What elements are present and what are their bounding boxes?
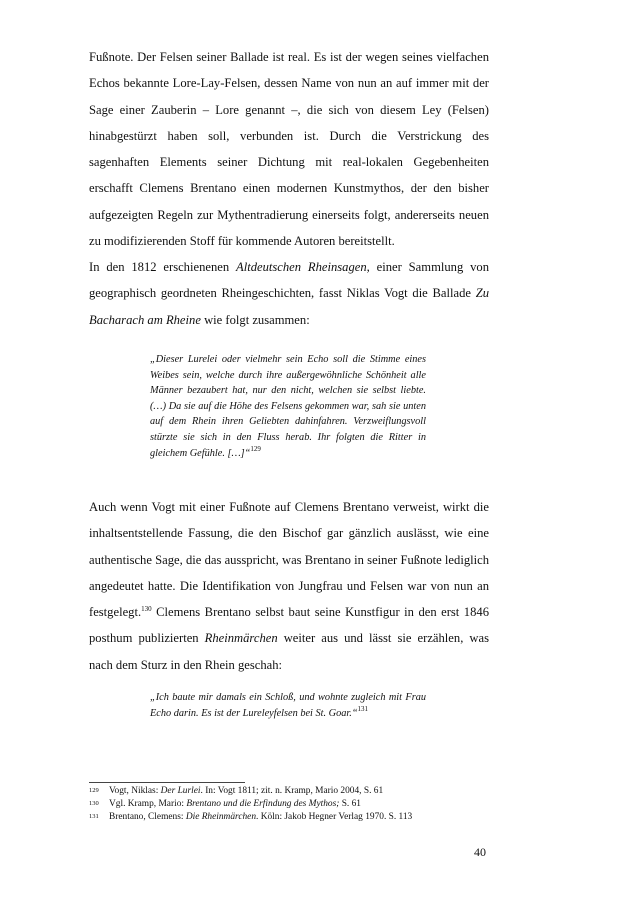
footnote-title: Brentano und die Erfindung des Mythos; — [186, 799, 340, 809]
paragraph-text: Clemens Brentano selbst baut seine Kunstfigur in den erst 1846 posthum publizierten — [89, 605, 489, 646]
footnote-number: 131 — [89, 813, 99, 820]
paragraph-footnote-discussion — [89, 44, 489, 254]
footnote-number: 130 — [89, 800, 99, 807]
footnote-number: 129 — [89, 787, 99, 794]
footnote-reference[interactable]: 130 — [141, 605, 152, 614]
paragraph-text: Auch wenn Vogt mit einer Fußnote auf Clemens Brentano verweist, wirkt die inhaltsentstellende Fassung, die den Bischof gar gänzlich auslässt, wie eine authentische Sage, die das ausspricht, was Brentano in seiner Fußnote lediglich angedeutet hatte. Die Identifikation von Jungfrau und Felsen war von nun an festgelegt. — [89, 500, 489, 620]
book-title: Altdeutschen Rheinsagen, — [236, 260, 370, 274]
footnotes — [89, 785, 509, 824]
paragraph-text: wie folgt zusammen: — [200, 312, 310, 327]
quote-text: „Ich baute mir damals ein Schloß, und wohnte zugleich mit Frau Echo darin. Es ist der Lureleyfelsen bei St. Goar.“ — [150, 692, 426, 719]
footnote-text: Vgl. Kramp, Mario: — [109, 799, 187, 809]
page-number: 40 — [474, 845, 486, 859]
footnote-text: Vogt, Niklas: — [109, 786, 161, 796]
footnote-text: . Köln: Jakob Hegner Verlag 1970. S. 113 — [256, 812, 413, 822]
paragraph-text: einer Sammlung von geographisch geordneten Rheingeschichten, fasst Niklas Vogt die Ballade — [89, 260, 489, 301]
footnote-divider — [89, 782, 245, 783]
paragraph-vogt-intro — [89, 254, 489, 333]
quote-text: „Dieser Lurelei oder vielmehr sein Echo soll die Stimme eines Weibes sein, welche durch ihre außergewöhnliche Schönheit alle Männer bezaubert hat, nur den nicht, welchen sie selbst liebte. (…) Da sie auf die Höhe des Felsens gekommen war, sah sie unten auf dem Rhein ihren Geliebten dahinfahren. Verzweiflungsvoll stürzte sie sich in den Fluss herab. Ihr folgten die Ritter in gleichem Gefühle. […]“ — [150, 354, 426, 459]
footnote-text: S. 61 — [339, 799, 361, 809]
paragraph-brentano-analysis — [89, 494, 489, 678]
block-quote-vogt — [150, 352, 426, 461]
footnote-title: Der Lurlei — [160, 786, 201, 796]
block-quote-brentano — [150, 690, 426, 721]
footnote-item — [89, 785, 509, 798]
footnote-text: Brentano, Clemens: — [109, 812, 186, 822]
footnote-item — [89, 811, 509, 824]
footnote-title: Die Rheinmärchen — [185, 812, 257, 822]
footnote-text: . In: Vogt 1811; zit. n. Kramp, Mario 2004, S. 61 — [200, 786, 384, 796]
paragraph-text: Fußnote. Der Felsen seiner Ballade ist real. Es ist der wegen seines vielfachen Echos bekannte Lore-Lay-Felsen, dessen Name von nun an auf immer mit der Sage einer Zauberin – Lore genannt –, die sich von diesem Ley (Felsen) hinabgestürzt haben soll, verbunden ist. Durch die Verstrickung des sagenhaften Elements seiner Dichtung mit real-lokalen Gegebenheiten erschafft Clemens Brentano einen modernen Kunstmythos, der den bisher aufgezeigten Regeln zur Mythentradierung einerseits folgt, andererseits neuen zu modifizierenden Stoff für kommende Autoren bereitstellt. — [89, 50, 489, 249]
ballad-title: Zu Bacharach am Rheine — [89, 286, 489, 327]
footnote-item — [89, 798, 509, 811]
footnote-reference[interactable]: 129 — [250, 444, 261, 453]
paragraph-text: In den 1812 erschienenen — [89, 260, 236, 274]
paragraph-text: weiter aus und lässt sie erzählen, was nach dem Sturz in den Rhein geschah: — [89, 631, 489, 672]
book-title: Rheinmärchen — [204, 631, 278, 646]
footnote-reference[interactable]: 131 — [357, 704, 369, 713]
